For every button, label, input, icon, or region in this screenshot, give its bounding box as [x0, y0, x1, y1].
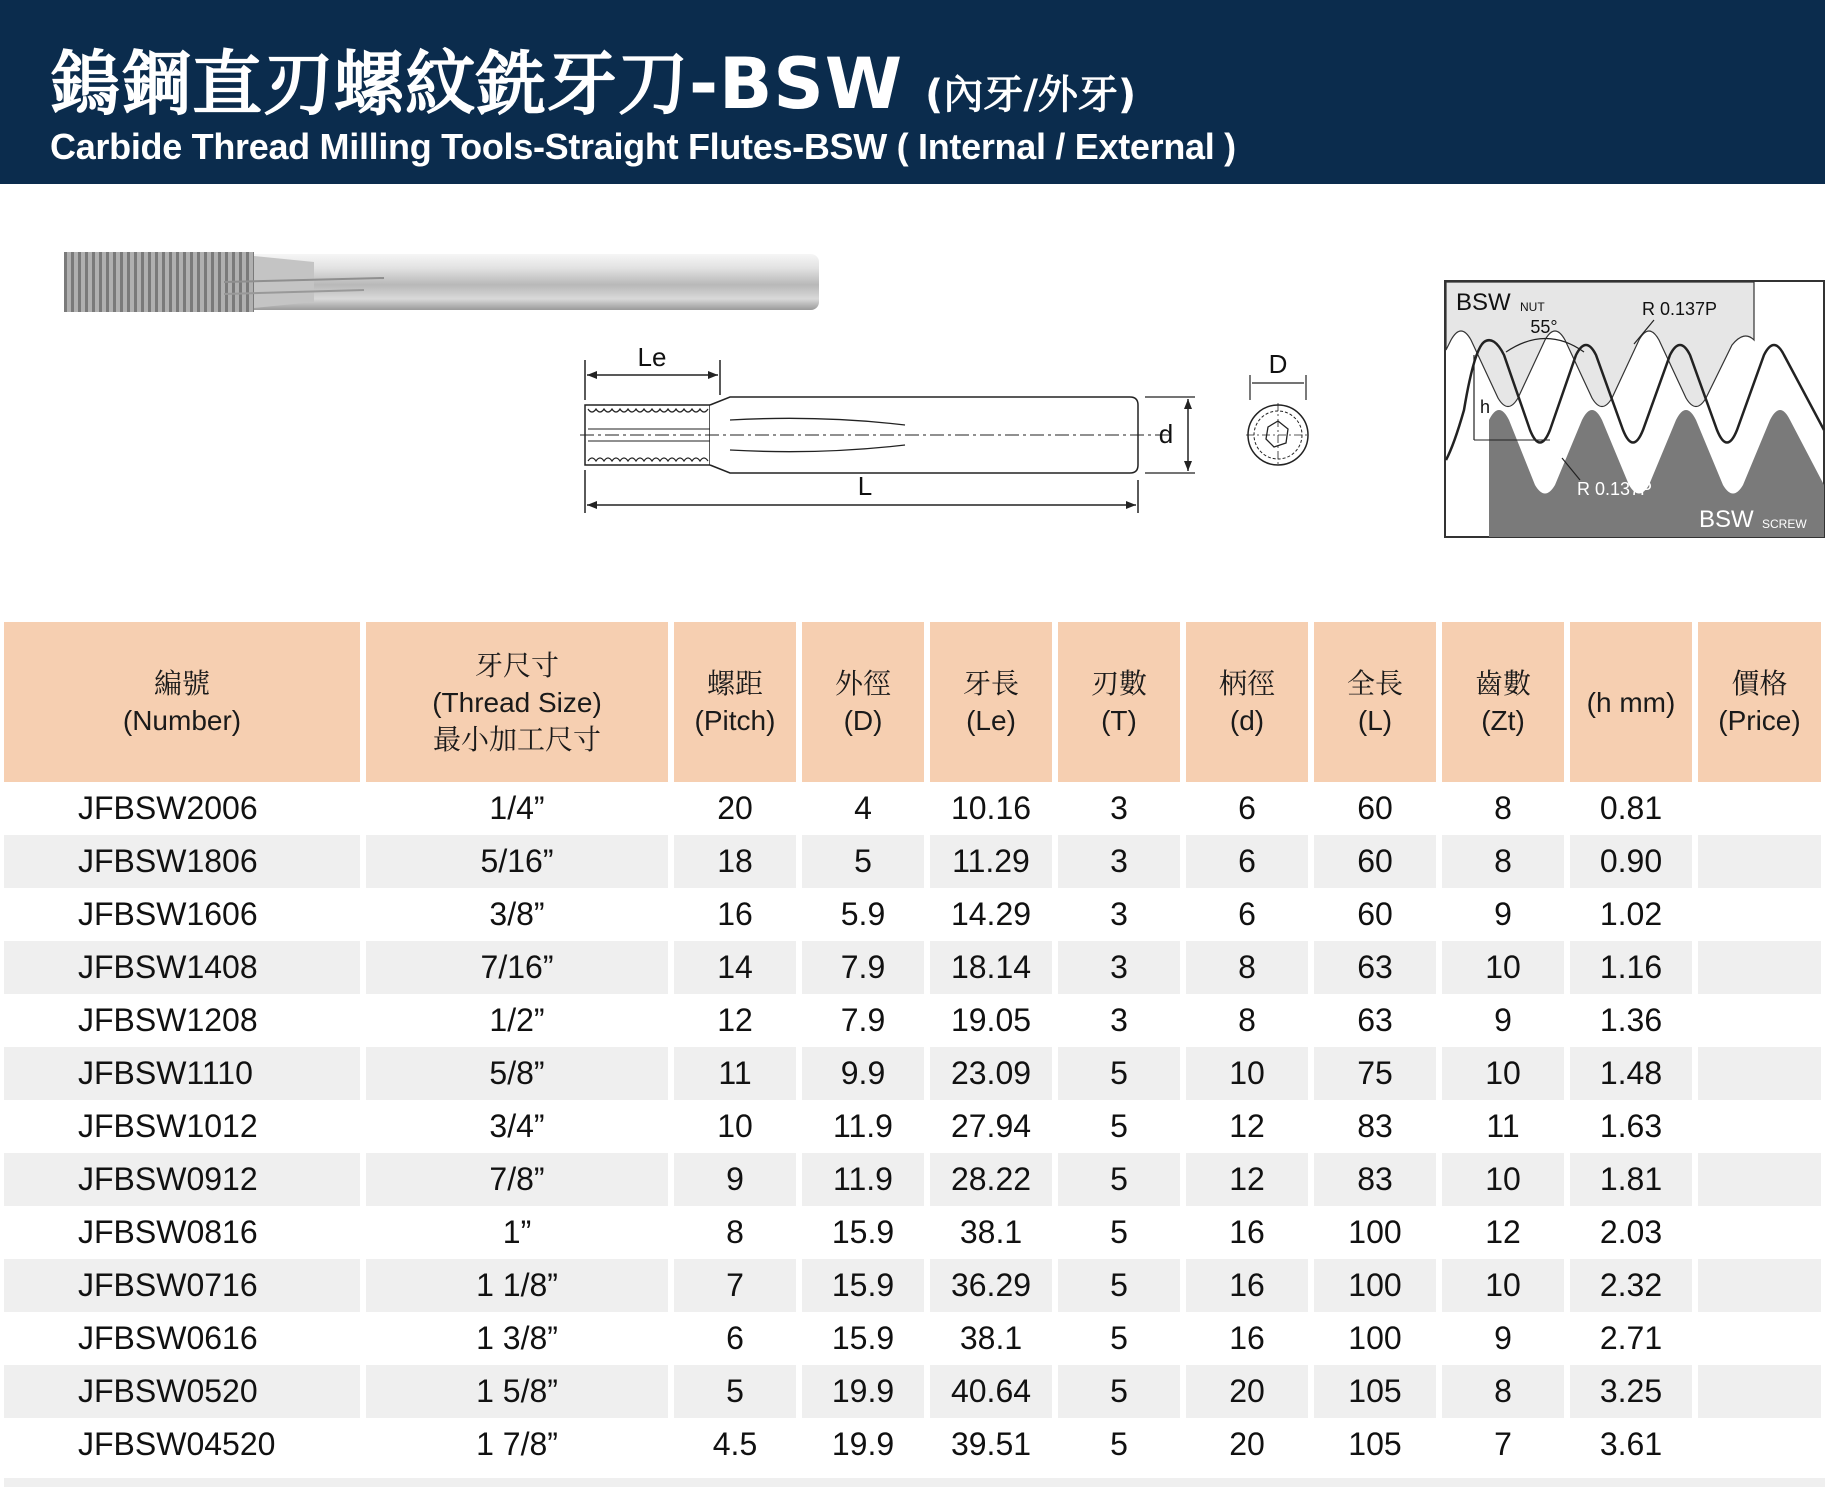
table-row	[4, 941, 1821, 994]
cell-outer-diameter: 15.9	[831, 1320, 895, 1356]
cell-thread-length: 38.1	[959, 1320, 1023, 1356]
header-flutes-en: (T)	[1101, 705, 1137, 736]
header-thread-length	[930, 622, 1052, 782]
label-bsw-nut: BSW	[1456, 289, 1511, 316]
cell-h-mm: 3.61	[1599, 1426, 1663, 1462]
cell-number: JFBSW1110	[4, 1047, 360, 1100]
cell-teeth: 9	[1494, 1002, 1512, 1038]
cell-thread-length: 14.29	[950, 896, 1032, 932]
cell-thread-size: 7/16”	[366, 941, 668, 994]
cell-flutes: 5	[1110, 1108, 1128, 1144]
header-shank-diameter-zh: 柄徑	[1218, 667, 1275, 700]
cell-overall-length: 60	[1314, 835, 1436, 888]
cell-outer-diameter: 19.9	[831, 1426, 895, 1462]
cell-thread-size: 1/4”	[489, 790, 545, 826]
title-chinese: 鎢鋼直刃螺紋銑牙刀-BSW	[50, 43, 904, 125]
cell-shank-diameter: 6	[1238, 896, 1256, 932]
tool-end-view	[1228, 345, 1328, 475]
cell-pitch: 10	[717, 1108, 753, 1144]
table-row	[4, 1418, 1821, 1471]
cell-thread-length: 11.29	[930, 835, 1052, 888]
header-teeth-en: (Zt)	[1481, 705, 1525, 736]
cell-flutes: 5	[1058, 1047, 1180, 1100]
cell-number: JFBSW1408	[4, 941, 360, 994]
label-radius-bottom: R 0.137P	[1577, 479, 1653, 499]
cell-h-mm: 1.48	[1570, 1047, 1692, 1100]
header-thread-size-extra: 最小加工尺寸	[432, 722, 601, 756]
label-d-big: D	[1268, 349, 1288, 379]
cell-price	[1698, 835, 1821, 888]
cell-thread-length: 40.64	[930, 1365, 1052, 1418]
cell-pitch: 9	[674, 1153, 796, 1206]
cell-flutes: 5	[1058, 1153, 1180, 1206]
cell-overall-length: 83	[1357, 1108, 1393, 1144]
label-angle: 55°	[1530, 317, 1558, 337]
page-title	[50, 28, 1137, 125]
table-row	[4, 782, 1821, 835]
table-header-row	[4, 622, 1821, 782]
cell-flutes: 5	[1110, 1214, 1128, 1250]
cell-price	[1698, 1153, 1821, 1206]
cell-thread-size: 3/4”	[489, 1108, 545, 1144]
cell-h-mm: 2.03	[1599, 1214, 1663, 1250]
table-row	[4, 1259, 1821, 1312]
cell-thread-length: 10.16	[950, 790, 1032, 826]
cell-thread-length: 19.05	[950, 1002, 1032, 1038]
header-number	[4, 622, 360, 782]
tool-photo	[64, 248, 824, 316]
cell-thread-length: 28.22	[930, 1153, 1052, 1206]
cell-overall-length: 100	[1348, 1320, 1402, 1356]
header-pitch-zh: 螺距	[706, 667, 763, 700]
cell-shank-diameter: 8	[1238, 1002, 1256, 1038]
cell-thread-length: 36.29	[930, 1259, 1052, 1312]
cell-outer-diameter: 4	[854, 790, 872, 826]
cell-teeth: 8	[1494, 790, 1512, 826]
cell-price	[1698, 994, 1821, 1047]
header-teeth	[1442, 622, 1564, 782]
cell-flutes: 3	[1058, 941, 1180, 994]
cell-shank-diameter: 8	[1186, 941, 1308, 994]
cell-price	[1698, 1259, 1821, 1312]
cell-number: JFBSW1806	[4, 835, 360, 888]
header-thread-size-zh: 牙尺寸	[474, 648, 559, 682]
cell-thread-size: 7/8”	[366, 1153, 668, 1206]
cell-thread-size: 1 7/8”	[476, 1426, 558, 1462]
cell-thread-length: 23.09	[930, 1047, 1052, 1100]
cell-pitch: 16	[717, 896, 753, 932]
cell-outer-diameter: 11.9	[833, 1108, 893, 1144]
header-h-mm	[1570, 622, 1692, 782]
cell-teeth: 10	[1442, 1047, 1564, 1100]
cell-teeth: 10	[1442, 1153, 1564, 1206]
label-le: Le	[637, 345, 667, 372]
table-row	[4, 888, 1821, 941]
table-row	[4, 835, 1821, 888]
cell-thread-length: 27.94	[950, 1108, 1032, 1144]
cell-outer-diameter: 15.9	[831, 1214, 895, 1250]
table-row	[4, 1100, 1821, 1153]
cell-pitch: 7	[674, 1259, 796, 1312]
cell-teeth: 8	[1442, 835, 1564, 888]
cell-overall-length: 63	[1357, 1002, 1393, 1038]
header-number-zh: 編號	[153, 667, 210, 700]
cell-outer-diameter: 7.9	[802, 941, 924, 994]
cell-shank-diameter: 12	[1229, 1108, 1265, 1144]
cell-shank-diameter: 12	[1186, 1153, 1308, 1206]
cell-teeth: 11	[1486, 1108, 1520, 1144]
header-flutes-zh: 刃數	[1090, 667, 1147, 700]
cell-price	[1698, 888, 1821, 941]
cell-thread-length: 38.1	[959, 1214, 1023, 1250]
page-header	[0, 0, 1825, 184]
table-bottom-strip	[4, 1478, 1825, 1487]
cell-thread-size: 5/8”	[366, 1047, 668, 1100]
cell-thread-size: 1 1/8”	[366, 1259, 668, 1312]
label-l: L	[857, 471, 873, 501]
cell-overall-length: 60	[1357, 896, 1393, 932]
header-overall-length-en: (L)	[1357, 705, 1393, 736]
label-screw-sub: SCREW	[1762, 517, 1807, 531]
cell-price	[1698, 1418, 1821, 1471]
cell-thread-size: 3/8”	[489, 896, 545, 932]
cell-number: JFBSW0912	[4, 1153, 360, 1206]
cell-price	[1698, 1365, 1821, 1418]
table-row	[4, 1312, 1821, 1365]
header-outer-diameter-zh: 外徑	[834, 667, 891, 700]
cell-thread-length: 18.14	[930, 941, 1052, 994]
cell-overall-length: 100	[1314, 1259, 1436, 1312]
cell-teeth: 9	[1494, 1320, 1512, 1356]
table-row	[4, 1206, 1821, 1259]
table-body	[4, 782, 1821, 1471]
cell-outer-diameter: 19.9	[802, 1365, 924, 1418]
cell-overall-length: 83	[1314, 1153, 1436, 1206]
cell-h-mm: 3.25	[1570, 1365, 1692, 1418]
cell-price	[1698, 941, 1821, 994]
header-teeth-zh: 齒數	[1474, 667, 1531, 700]
header-thread-size-en: (Thread Size)	[432, 686, 602, 718]
cell-thread-size: 1 5/8”	[366, 1365, 668, 1418]
header-thread-size	[366, 622, 668, 782]
cell-flutes: 3	[1058, 835, 1180, 888]
cell-overall-length: 63	[1314, 941, 1436, 994]
cell-thread-size: 1”	[502, 1214, 532, 1250]
cell-number: JFBSW1012	[78, 1108, 258, 1144]
table-row	[4, 994, 1821, 1047]
table-row	[4, 1365, 1821, 1418]
cell-h-mm: 1.02	[1599, 896, 1663, 932]
label-h: h	[1480, 397, 1491, 417]
cell-flutes: 3	[1110, 896, 1128, 932]
header-overall-length	[1314, 622, 1436, 782]
cell-overall-length: 100	[1348, 1214, 1402, 1250]
cell-number: JFBSW04520	[78, 1426, 276, 1462]
cell-shank-diameter: 20	[1229, 1426, 1265, 1462]
header-price-en: (Price)	[1718, 705, 1801, 736]
spec-table	[0, 622, 1825, 1471]
cell-h-mm: 1.16	[1570, 941, 1692, 994]
cell-number: JFBSW0616	[78, 1320, 258, 1356]
label-radius-top: R 0.137P	[1642, 299, 1718, 319]
cell-price	[1698, 1100, 1821, 1153]
cell-thread-size: 1/2”	[489, 1002, 545, 1038]
cell-number: JFBSW1606	[78, 896, 258, 932]
cell-price	[1698, 782, 1821, 835]
cell-h-mm: 1.63	[1599, 1108, 1663, 1144]
cell-flutes: 5	[1110, 1426, 1128, 1462]
cell-teeth: 9	[1494, 896, 1512, 932]
cell-overall-length: 105	[1348, 1426, 1402, 1462]
cell-pitch: 14	[674, 941, 796, 994]
header-overall-length-zh: 全長	[1346, 667, 1403, 700]
cell-flutes: 5	[1058, 1365, 1180, 1418]
label-bsw-screw: BSW	[1699, 506, 1754, 533]
cell-pitch: 6	[726, 1320, 744, 1356]
cell-h-mm: 2.71	[1599, 1320, 1663, 1356]
cell-pitch: 4.5	[712, 1426, 758, 1462]
cell-number: JFBSW0716	[4, 1259, 360, 1312]
cell-overall-length: 60	[1357, 790, 1393, 826]
header-outer-diameter-en: (D)	[843, 705, 883, 736]
cell-pitch: 11	[674, 1047, 796, 1100]
cell-flutes: 3	[1110, 790, 1128, 826]
cell-outer-diameter: 7.9	[840, 1002, 886, 1038]
cell-teeth: 8	[1442, 1365, 1564, 1418]
header-h-mm-en: (h mm)	[1586, 686, 1676, 718]
header-flutes	[1058, 622, 1180, 782]
cell-h-mm: 1.36	[1599, 1002, 1663, 1038]
cell-thread-size: 5/16”	[366, 835, 668, 888]
cell-shank-diameter: 16	[1229, 1214, 1265, 1250]
cell-teeth: 10	[1442, 1259, 1564, 1312]
cell-h-mm: 0.81	[1599, 790, 1663, 826]
table-row	[4, 1047, 1821, 1100]
header-pitch	[674, 622, 796, 782]
table-row	[4, 1153, 1821, 1206]
header-shank-diameter-en: (d)	[1229, 705, 1265, 736]
cell-pitch: 8	[726, 1214, 744, 1250]
cell-shank-diameter: 6	[1186, 835, 1308, 888]
tool-dimension-diagram	[570, 345, 1210, 535]
cell-flutes: 5	[1058, 1259, 1180, 1312]
bsw-thread-profile-diagram	[1444, 280, 1825, 540]
cell-teeth: 12	[1485, 1214, 1521, 1250]
label-d-small: d	[1158, 419, 1174, 449]
header-outer-diameter	[802, 622, 924, 782]
header-number-en: (Number)	[122, 705, 242, 736]
header-thread-length-zh: 牙長	[962, 667, 1019, 700]
cell-overall-length: 105	[1314, 1365, 1436, 1418]
cell-pitch: 12	[717, 1002, 753, 1038]
cell-outer-diameter: 9.9	[802, 1047, 924, 1100]
cell-shank-diameter: 16	[1186, 1259, 1308, 1312]
cell-teeth: 7	[1494, 1426, 1512, 1462]
label-nut-sub: NUT	[1520, 300, 1545, 314]
cell-pitch: 18	[674, 835, 796, 888]
cell-shank-diameter: 16	[1229, 1320, 1265, 1356]
cell-overall-length: 75	[1314, 1047, 1436, 1100]
cell-h-mm: 1.81	[1570, 1153, 1692, 1206]
cell-number: JFBSW1208	[78, 1002, 258, 1038]
cell-price	[1698, 1206, 1821, 1259]
cell-h-mm: 2.32	[1570, 1259, 1692, 1312]
cell-thread-length: 39.51	[950, 1426, 1032, 1462]
cell-outer-diameter: 5.9	[840, 896, 886, 932]
cell-pitch: 20	[717, 790, 753, 826]
cell-flutes: 3	[1110, 1002, 1128, 1038]
cell-h-mm: 0.90	[1570, 835, 1692, 888]
cell-shank-diameter: 10	[1186, 1047, 1308, 1100]
cell-number: JFBSW0520	[4, 1365, 360, 1418]
cell-shank-diameter: 6	[1238, 790, 1256, 826]
header-thread-length-en: (Le)	[966, 705, 1016, 736]
cell-teeth: 10	[1442, 941, 1564, 994]
header-price-zh: 價格	[1731, 667, 1788, 700]
cell-flutes: 5	[1110, 1320, 1128, 1356]
title-english: Carbide Thread Milling Tools-Straight Flutes-BSW ( Internal / External )	[50, 126, 1236, 167]
cell-shank-diameter: 20	[1186, 1365, 1308, 1418]
cell-thread-size: 1 3/8”	[476, 1320, 558, 1356]
header-shank-diameter	[1186, 622, 1308, 782]
cell-price	[1698, 1312, 1821, 1365]
cell-price	[1698, 1047, 1821, 1100]
cell-outer-diameter: 15.9	[802, 1259, 924, 1312]
title-suffix: (內牙/外牙)	[925, 72, 1137, 118]
cell-outer-diameter: 5	[802, 835, 924, 888]
header-pitch-en: (Pitch)	[694, 705, 776, 736]
cell-pitch: 5	[674, 1365, 796, 1418]
header-price	[1698, 622, 1821, 782]
cell-number: JFBSW0816	[78, 1214, 258, 1250]
cell-outer-diameter: 11.9	[802, 1153, 924, 1206]
cell-number: JFBSW2006	[78, 790, 258, 826]
